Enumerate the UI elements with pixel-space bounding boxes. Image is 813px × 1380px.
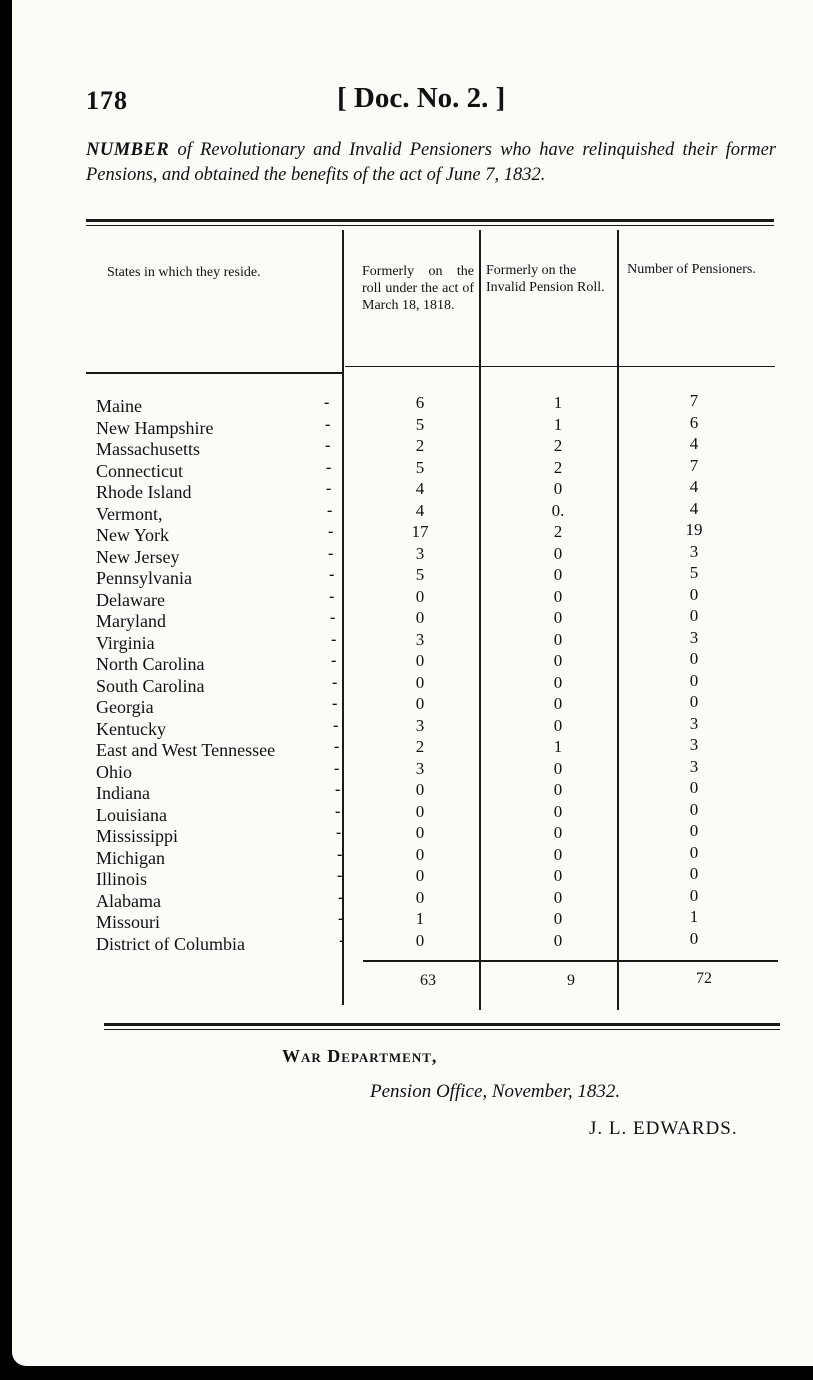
invalid-value: 0 [553,608,563,627]
state-name: District of Columbia [96,933,245,954]
table-heading [86,138,776,188]
march1818-value: 0 [415,930,425,950]
total-value: 4 [689,498,699,518]
march1818-value: 2 [415,737,425,756]
leader-dash: - [338,910,344,927]
leader-dash: - [337,867,343,884]
invalid-value: 0 [553,479,563,498]
state-name: Delaware [96,589,165,610]
invalid-value: 0 [553,909,563,928]
state-name: South Carolina [96,675,205,696]
top-rule [86,219,774,222]
total-value: 0 [689,606,699,625]
state-name: New Jersey [96,546,180,567]
march1818-value: 3 [415,543,425,563]
leader-dash: - [334,759,340,777]
total-value: 0 [689,799,699,819]
total-value: 0 [689,584,699,604]
total-value: 3 [689,541,699,561]
total-value: 7 [689,455,699,475]
march1818-value: 5 [415,565,425,584]
march1818-value: 2 [415,436,425,455]
march1818-value: 5 [415,414,425,434]
state-name: Maryland [96,611,166,631]
invalid-value: 0 [553,715,563,735]
march1818-value: 0 [415,694,425,713]
invalid-value: 0. [551,500,565,520]
total-value: 3 [689,735,699,754]
march1818-value: 3 [415,758,425,778]
col-header-march1818: Formerly on the roll under the act of March 18, 1818. [362,264,474,313]
total-value: 3 [689,713,699,733]
leader-dash: - [324,394,330,411]
total-march1818: 63 [420,972,436,989]
bottom-rule-thin [104,1029,780,1030]
total-value: 0 [689,692,699,711]
leader-dash: - [328,523,334,540]
state-name: Vermont, [96,503,163,524]
state-name: Maine [96,396,142,416]
leader-dash: - [325,437,331,454]
invalid-value: 0 [553,758,563,778]
total-number: 72 [696,970,712,987]
invalid-value: 1 [553,414,563,434]
leader-dash: - [327,501,333,519]
header-rule-states [86,372,342,374]
leader-dash: - [335,781,341,798]
march1818-value: 0 [415,844,425,864]
leader-dash: - [339,931,345,949]
invalid-value: 0 [553,672,563,692]
state-name: North Carolina [96,654,205,674]
march1818-value: 4 [415,479,425,498]
state-name: Missouri [96,912,161,932]
invalid-value: 0 [553,629,563,649]
state-name: Louisiana [96,804,167,825]
doc-reference: [ Doc. No. 2. ] [337,82,506,114]
col-header-states: States in which they reside. [107,265,261,280]
header-rule-data [345,366,775,367]
state-name: Alabama [96,890,161,911]
leader-dash: - [331,630,337,648]
totals-rule [363,960,778,962]
leader-dash: - [337,845,343,863]
march1818-value: 3 [415,629,425,649]
march1818-value: 1 [415,909,425,928]
department-line: War Department, [282,1046,438,1066]
leader-dash: - [336,824,342,841]
march1818-value: 0 [415,651,425,670]
total-value: 3 [689,756,699,776]
invalid-value: 2 [553,522,563,541]
invalid-value: 2 [553,436,563,455]
invalid-value: 0 [553,930,563,950]
leader-dash: - [330,609,336,626]
state-name: Georgia [96,697,154,717]
state-name: Pennsylvania [96,568,192,588]
state-name: Virginia [96,632,155,653]
invalid-value: 1 [553,393,563,412]
invalid-value: 0 [553,780,563,799]
leader-dash: - [328,544,334,562]
column-divider-2 [479,230,481,1010]
col-header-number: Number of Pensioners. [627,262,756,277]
leader-dash: - [326,458,332,476]
invalid-value: 2 [553,457,563,477]
march1818-value: 17 [411,522,429,541]
total-value: 4 [689,477,699,496]
total-value: 3 [689,627,699,647]
leader-dash: - [331,652,337,669]
total-invalid: 9 [567,972,575,989]
march1818-value: 0 [415,586,425,606]
total-value: 0 [689,885,699,905]
leader-dash: - [334,738,340,755]
march1818-value: 4 [415,500,425,520]
leader-dash: - [335,802,341,820]
total-value: 0 [689,649,699,668]
leader-dash: - [329,566,335,583]
state-name: Illinois [96,869,148,889]
invalid-value: 0 [553,844,563,864]
march1818-value: 0 [415,801,425,821]
total-value: 0 [689,928,699,948]
state-name: Kentucky [96,718,166,739]
march1818-value: 0 [415,823,425,842]
total-value: 4 [689,434,699,453]
invalid-value: 0 [553,651,563,670]
march1818-value: 0 [415,866,425,885]
total-value: 0 [689,842,699,862]
leader-dash: - [325,415,331,433]
state-name: East and West Tennessee [96,740,276,760]
col-header-invalid: Formerly on the Invalid Pension Roll. [486,263,605,295]
march1818-value: 0 [415,780,425,799]
state-name: New York [96,525,170,545]
state-name: Rhode Island [96,482,192,502]
invalid-value: 0 [553,887,563,907]
total-value: 0 [689,821,699,840]
signer-name: J. L. EDWARDS. [589,1118,738,1139]
march1818-value: 3 [415,715,425,735]
state-name: Massachusetts [96,439,200,459]
invalid-value: 0 [553,694,563,713]
leader-dash: - [329,587,335,605]
march1818-value: 6 [415,393,425,412]
document-page [12,0,813,1366]
state-name: Ohio [96,761,132,782]
state-name: New Hampshire [96,417,214,438]
state-name: Mississippi [96,826,179,846]
leader-dash: - [333,716,339,734]
invalid-value: 1 [553,737,563,756]
page-number: 178 [86,86,128,115]
leader-dash: - [332,673,338,691]
march1818-value: 0 [415,672,425,692]
total-value: 0 [689,864,699,883]
total-value: 5 [689,563,699,582]
total-value: 6 [689,412,699,432]
march1818-value: 0 [415,608,425,627]
heading-rest: of Revolutionary and Invalid Pensioners who have relinquished their former Pensions, and obtained the benefits of the act of June 7, 1832. [86,140,776,185]
total-value: 19 [685,520,703,539]
office-line: Pension Office, November, 1832. [370,1081,621,1102]
leader-dash: - [338,888,344,906]
march1818-value: 0 [415,887,425,907]
state-name: Michigan [96,847,165,868]
invalid-value: 0 [553,823,563,842]
heading-lead: NUMBER [86,140,170,160]
invalid-value: 0 [553,801,563,821]
column-divider-3 [617,230,619,1010]
total-value: 1 [689,907,699,926]
bottom-rule [104,1023,780,1026]
top-rule-thin [86,225,774,226]
state-name: Indiana [96,783,150,803]
invalid-value: 0 [553,586,563,606]
total-value: 7 [689,391,699,410]
state-name: Connecticut [96,460,183,481]
total-value: 0 [689,778,699,797]
invalid-value: 0 [553,565,563,584]
invalid-value: 0 [553,543,563,563]
march1818-value: 5 [415,457,425,477]
leader-dash: - [326,480,332,497]
invalid-value: 0 [553,866,563,885]
total-value: 0 [689,670,699,690]
leader-dash: - [332,695,338,712]
